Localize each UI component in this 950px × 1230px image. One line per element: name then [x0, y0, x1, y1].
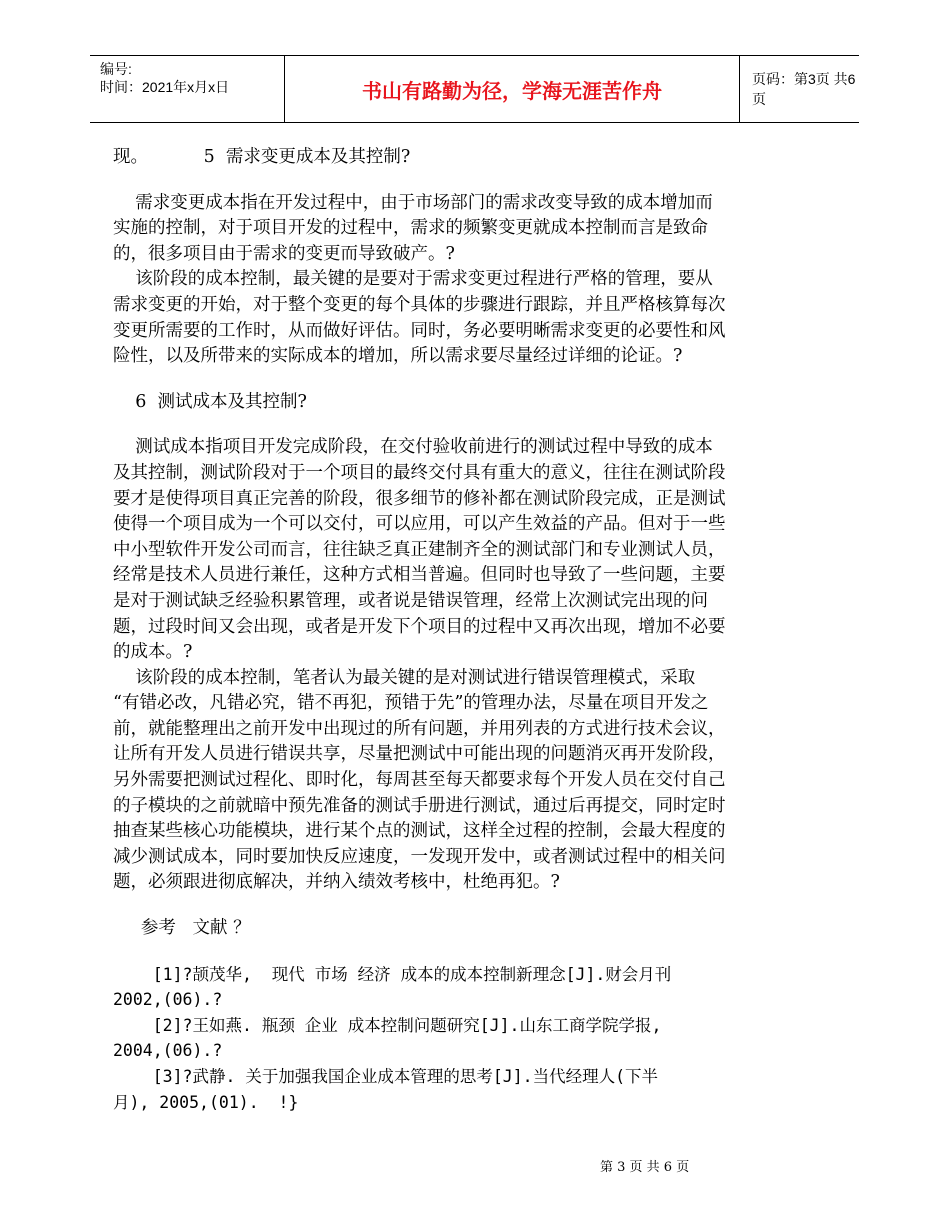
header-meta [90, 56, 283, 122]
body-line: 及其控制，测试阶段对于一个项目的最终交付具有重大的意义，往往在测试阶段 [113, 462, 726, 483]
body-line: 险性，以及所带来的实际成本的增加，所以需求要尽量经过详细的论证。? [113, 346, 683, 367]
blank-line [113, 370, 768, 390]
blank-line [113, 942, 768, 962]
page-footer: 第 3 页 共 6 页 [600, 1160, 690, 1175]
reference-line: 月), 2005,(01). !} [113, 1092, 299, 1112]
header-page-info: 页码：第3页 共6页 [752, 71, 856, 107]
reference-line: [1]?颉茂华, 现代 市场 经济 成本的成本控制新理念[J].财会月刊 [113, 964, 672, 984]
body-line: 减少测试成本，同时要加快反应速度，一发现开发中，或者测试过程中的相关问 [113, 846, 726, 867]
body-line: 的成本。? [113, 642, 193, 663]
references-heading: 参考 文献 ？ [113, 918, 251, 939]
body-line: 测试成本指项目开发完成阶段，在交付验收前进行的测试过程中导致的成本 [113, 437, 713, 458]
body-line: 变更所需要的工作时，从而做好评估。同时，务必要明晰需求变更的必要性和风 [113, 320, 726, 341]
body-line: 中小型软件开发公司而言，往往缺乏真正建制齐全的测试部门和专业测试人员， [113, 539, 726, 560]
body-line: 抽查某些核心功能模块，进行某个点的测试，这样全过程的控制，会最大程度的 [113, 821, 726, 842]
blank-line [113, 171, 768, 191]
page-header [90, 55, 859, 123]
body-line: 需求变更成本指在开发过程中，由于市场部门的需求改变导致的成本增加而 [113, 192, 713, 213]
body-line: 前，就能整理出之前开发中出现过的所有问题，并用列表的方式进行技术会议， [113, 718, 726, 739]
document-number-label: 编号: [100, 61, 132, 77]
reference-line: 2002,(06).? [113, 990, 223, 1010]
reference-line: 2004,(06).? [113, 1041, 223, 1061]
body-line: 另外需要把测试过程化、即时化，每周甚至每天都要求每个开发人员在交付自己 [113, 770, 726, 791]
header-motto: 书山有路勤为径，学海无涯苦作舟 [362, 78, 662, 103]
body-line: “有错必改，凡错必究，错不再犯，预错于先”的管理办法，尽量在项目开发之 [113, 693, 709, 714]
document-body [113, 145, 768, 1115]
body-line: 需求变更的开始，对于整个变更的每个具体的步骤进行跟踪，并且严格核算每次 [113, 294, 726, 315]
header-motto-cell [284, 56, 740, 122]
reference-line: [3]?武静. 关于加强我国企业成本管理的思考[J].当代经理人(下半 [113, 1067, 659, 1086]
body-line: 该阶段的成本控制，最关键的是要对于需求变更过程进行严格的管理，要从 [113, 269, 713, 290]
section-heading: 6 测试成本及其控制? [113, 391, 307, 412]
document-time-label: 时间：2021年x月x日 [100, 79, 230, 95]
body-line: 的，很多项目由于需求的变更而导致破产。? [113, 243, 455, 264]
body-line: 的子模块的之前就暗中预先准备的测试手册进行测试，通过后再提交，同时定时 [113, 795, 726, 816]
body-line: 该阶段的成本控制，笔者认为最关键的是对测试进行错误管理模式，采取 [113, 667, 696, 688]
reference-line: [2]?王如燕. 瓶颈 企业 成本控制问题研究[J].山东工商学院学报, [113, 1015, 662, 1035]
body-line: 是对于测试缺乏经验积累管理，或者说是错误管理，经常上次测试完出现的问 [113, 590, 708, 611]
body-line: 使得一个项目成为一个可以交付，可以应用，可以产生效益的产品。但对于一些 [113, 514, 726, 535]
blank-line [113, 415, 768, 435]
body-line: 要才是使得项目真正完善的阶段，很多细节的修补都在测试阶段完成，正是测试 [113, 488, 726, 509]
body-line: 题，必须跟进彻底解决，并纳入绩效考核中，杜绝再犯。? [113, 872, 560, 893]
body-line: 现。 5 需求变更成本及其控制? [113, 147, 411, 167]
body-line: 实施的控制，对于项目开发的过程中，需求的频繁变更就成本控制而言是致命 [113, 218, 708, 239]
body-line: 经常是技术人员进行兼任，这种方式相当普遍。但同时也导致了一些问题，主要 [113, 565, 726, 586]
blank-line [113, 896, 768, 916]
body-line: 让所有开发人员进行错误共享，尽量把测试中可能出现的问题消灭再开发阶段， [113, 744, 726, 765]
body-line: 题，过段时间又会出现，或者是开发下个项目的过程中又再次出现，增加不必要 [113, 616, 726, 637]
